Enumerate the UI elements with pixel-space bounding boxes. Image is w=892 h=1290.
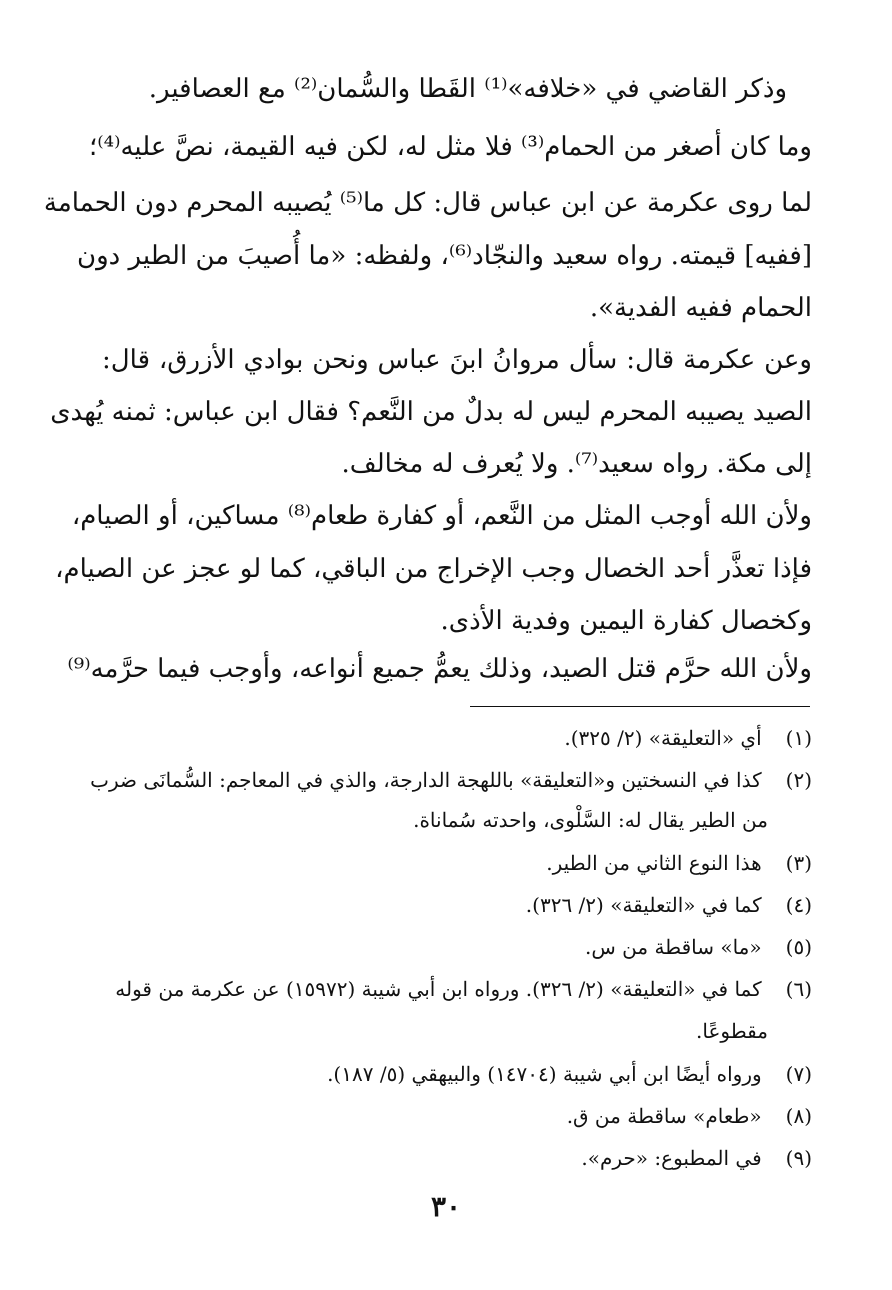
footnote-number: (٩)	[785, 1146, 812, 1170]
footnote	[77, 1106, 812, 1126]
body-line: وما كان أصغر من الحمام⁽³⁾ فلا مثل له، لكن فيه القيمة، نصَّ عليه⁽⁴⁾؛	[88, 132, 812, 162]
body-line: إلى مكة. رواه سعيد⁽⁷⁾. ولا يُعرف له مخالف.	[341, 449, 812, 479]
page-number: ٣٠	[430, 1190, 462, 1223]
footnote-number: (٦)	[785, 977, 812, 1001]
footnote-text: كما في «التعليقة» (٢/ ٣٢٦). ورواه ابن أبي شيبة (١٥٩٧٢) عن عكرمة من قوله	[115, 977, 762, 1001]
footnote-number: (٣)	[785, 851, 812, 875]
footnote-text: «طعام» ساقطة من ق.	[566, 1104, 762, 1128]
footnote-text: ورواه أيضًا ابن أبي شيبة (١٤٧٠٤) والبيهقي (٥/ ١٨٧).	[327, 1062, 762, 1086]
footnote-number: (٧)	[785, 1062, 812, 1086]
footnote	[77, 853, 812, 873]
body-line: وكخصال كفارة اليمين وفدية الأذى.	[440, 606, 812, 636]
footnote-text: «ما» ساقطة من س.	[585, 935, 762, 959]
footnote-text: كما في «التعليقة» (٢/ ٣٢٦).	[525, 893, 762, 917]
body-line: [ففيه] قيمته. رواه سعيد والنجّاد⁽⁶⁾، ولفظه: «ما أُصيبَ من الطير دون	[77, 241, 812, 271]
footnote	[77, 728, 812, 748]
footnote-number: (١)	[785, 726, 812, 750]
footnote-number: (٨)	[785, 1104, 812, 1128]
footnote-continuation: من الطير يقال له: السَّلْوى، واحدته سُماناة.	[413, 808, 768, 832]
footnote-number: (٤)	[785, 893, 812, 917]
footnote-number: (٥)	[785, 935, 812, 959]
body-line: وعن عكرمة قال: سأل مروانُ ابنَ عباس ونحن بوادي الأزرق، قال:	[102, 345, 812, 375]
footnote-text: كذا في النسختين و«التعليقة» باللهجة الدارجة، والذي في المعاجم: السُّمانَى ضرب	[90, 768, 762, 792]
footnote-text: أي «التعليقة» (٢/ ٣٢٥).	[564, 726, 762, 750]
footnote	[77, 1064, 812, 1084]
footnote	[77, 770, 812, 790]
body-line: ولأن الله حرَّم قتل الصيد، وذلك يعمُّ جميع أنواعه، وأوجب فيما حرَّمه⁽⁹⁾	[67, 654, 812, 684]
footnote	[77, 979, 812, 999]
body-line: وذكر القاضي في «خلافه»⁽¹⁾ القَطا والسُّمان⁽²⁾ مع العصافير.	[148, 74, 787, 104]
body-line: الحمام ففيه الفدية».	[589, 293, 812, 323]
body-line: الصيد يصيبه المحرم ليس له بدلٌ من النَّعم؟ فقال ابن عباس: ثمنه يُهدى	[50, 397, 812, 427]
body-line: فإذا تعذَّر أحد الخصال وجب الإخراج من الباقي، كما لو عجز عن الصيام،	[55, 554, 812, 584]
body-line: ولأن الله أوجب المثل من النَّعم، أو كفارة طعام⁽⁸⁾ مساكين، أو الصيام،	[71, 501, 812, 531]
footnote-text: هذا النوع الثاني من الطير.	[546, 851, 762, 875]
footnote	[77, 937, 812, 957]
footnote	[77, 1148, 812, 1168]
footnote-text: في المطبوع: «حرم».	[581, 1146, 762, 1170]
footnote-continuation: مقطوعًا.	[696, 1019, 768, 1043]
footnote-number: (٢)	[785, 768, 812, 792]
body-line: لما روى عكرمة عن ابن عباس قال: كل ما⁽⁵⁾ يُصيبه المحرم دون الحمامة	[43, 188, 812, 218]
footnote-divider	[470, 706, 810, 707]
footnote	[77, 895, 812, 915]
